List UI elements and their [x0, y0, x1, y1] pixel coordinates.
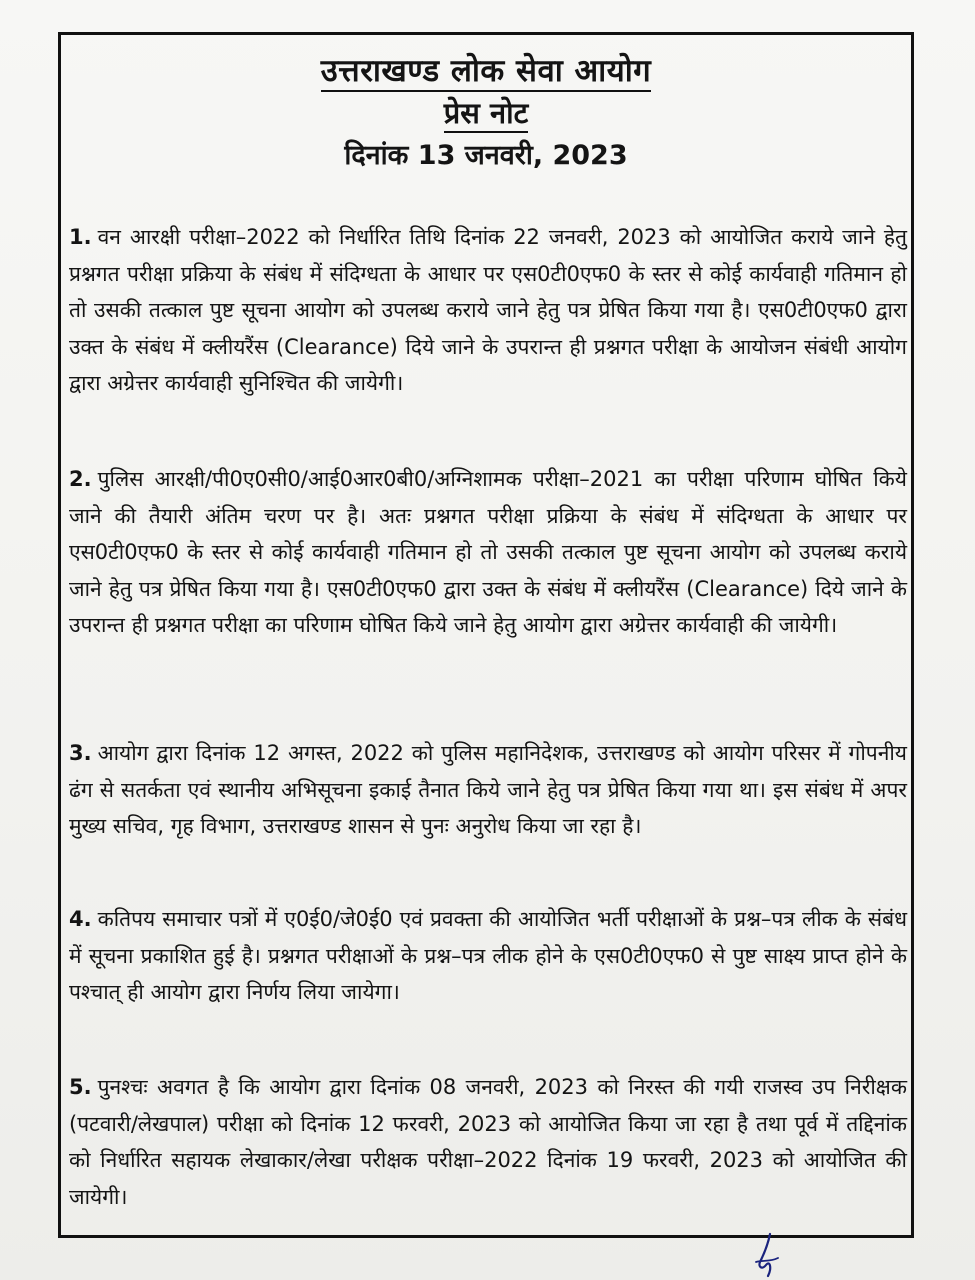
paragraph-text: आयोग द्वारा दिनांक 12 अगस्त, 2022 को पुलिस महानिदेशक, उत्तराखण्ड को आयोग परिसर में गोपनीय ढंग से सतर्कता एवं स्थानीय अभिसूचना इकाई तैनात किये जाने हेतु पत्र प्रेषित किया गया था। इस संबंध में अपर मुख्य सचिव, गृह विभाग, उत्तराखण्ड शासन से पुनः अनुरोध किया जा रहा है।: [69, 741, 907, 838]
paragraph-4: [69, 901, 907, 1011]
commission-title: उत्तराखण्ड लोक सेवा आयोग: [61, 49, 911, 91]
paragraph-number: 3.: [69, 741, 92, 765]
paragraph-text: पुनश्चः अवगत है कि आयोग द्वारा दिनांक 08 जनवरी, 2023 को निरस्त की गयी राजस्व उप निरीक्षक (पटवारी/लेखपाल) परीक्षा को दिनांक 12 फरवरी, 2023 को आयोजित किया जा रहा है तथा पूर्व में तद्दिनांक को निर्धारित सहायक लेखाकार/लेखा परीक्षक परीक्षा–2022 दिनांक 19 फरवरी, 2023 को आयोजित की जायेगी।: [69, 1075, 907, 1209]
paragraph-text: वन आरक्षी परीक्षा–2022 को निर्धारित तिथि दिनांक 22 जनवरी, 2023 को आयोजित कराये जाने हेतु प्रश्नगत परीक्षा प्रक्रिया के संबंध में संदिग्धता के आधार पर एस0टी0एफ0 के स्तर से कोई कार्यवाही गतिमान हो तो उसकी तत्काल पुष्ट सूचना आयोग को उपलब्ध कराये जाने हेतु पत्र प्रेषित किया गया है। एस0टी0एफ0 द्वारा उक्त के संबंध में क्लीयरैंस (Clearance) दिये जाने के उपरान्त ही प्रश्नगत परीक्षा के आयोजन संबंधी आयोग द्वारा अग्रेत्तर कार्यवाही सुनिश्चित की जायेगी।: [69, 225, 907, 395]
paragraph-2: [69, 461, 907, 644]
paragraph-1: [69, 219, 907, 402]
press-note-heading: प्रेस नोट: [61, 93, 911, 132]
paragraph-number: 5.: [69, 1075, 92, 1099]
paragraph-number: 1.: [69, 225, 92, 249]
paragraph-3: [69, 735, 907, 845]
paragraph-5: [69, 1069, 907, 1215]
paragraph-number: 4.: [69, 907, 92, 931]
document-border-frame: [58, 32, 914, 1238]
paragraph-text: कतिपय समाचार पत्रों में ए0ई0/जे0ई0 एवं प्रवक्ता की आयोजित भर्ती परीक्षाओं के प्रश्न–पत्र लीक के संबंध में सूचना प्रकाशित हुई है। प्रश्नगत परीक्षाओं के प्रश्न–पत्र लीक होने के एस0टी0एफ0 से पुष्ट साक्ष्य प्राप्त होने के पश्चात् ही आयोग द्वारा निर्णय लिया जायेगा।: [69, 907, 907, 1004]
paragraph-number: 2.: [69, 467, 92, 491]
paragraph-text: पुलिस आरक्षी/पी0ए0सी0/आई0आर0बी0/अग्निशामक परीक्षा–2021 का परीक्षा परिणाम घोषित किये जाने की तैयारी अंतिम चरण पर है। अतः प्रश्नगत परीक्षा प्रक्रिया के संबंध में संदिग्धता के आधार पर एस0टी0एफ0 के स्तर से कोई कार्यवाही गतिमान हो तो उसकी तत्काल पुष्ट सूचना आयोग को उपलब्ध कराये जाने हेतु पत्र प्रेषित किया गया है। एस0टी0एफ0 द्वारा उक्त के संबंध में क्लीयरैंस (Clearance) दिये जाने के उपरान्त ही प्रश्नगत परीक्षा का परिणाम घोषित किये जाने हेतु आयोग द्वारा अग्रेत्तर कार्यवाही की जायेगी।: [69, 467, 908, 637]
signature-mark: [748, 1232, 788, 1278]
document-date: दिनांक 13 जनवरी, 2023: [344, 140, 628, 171]
